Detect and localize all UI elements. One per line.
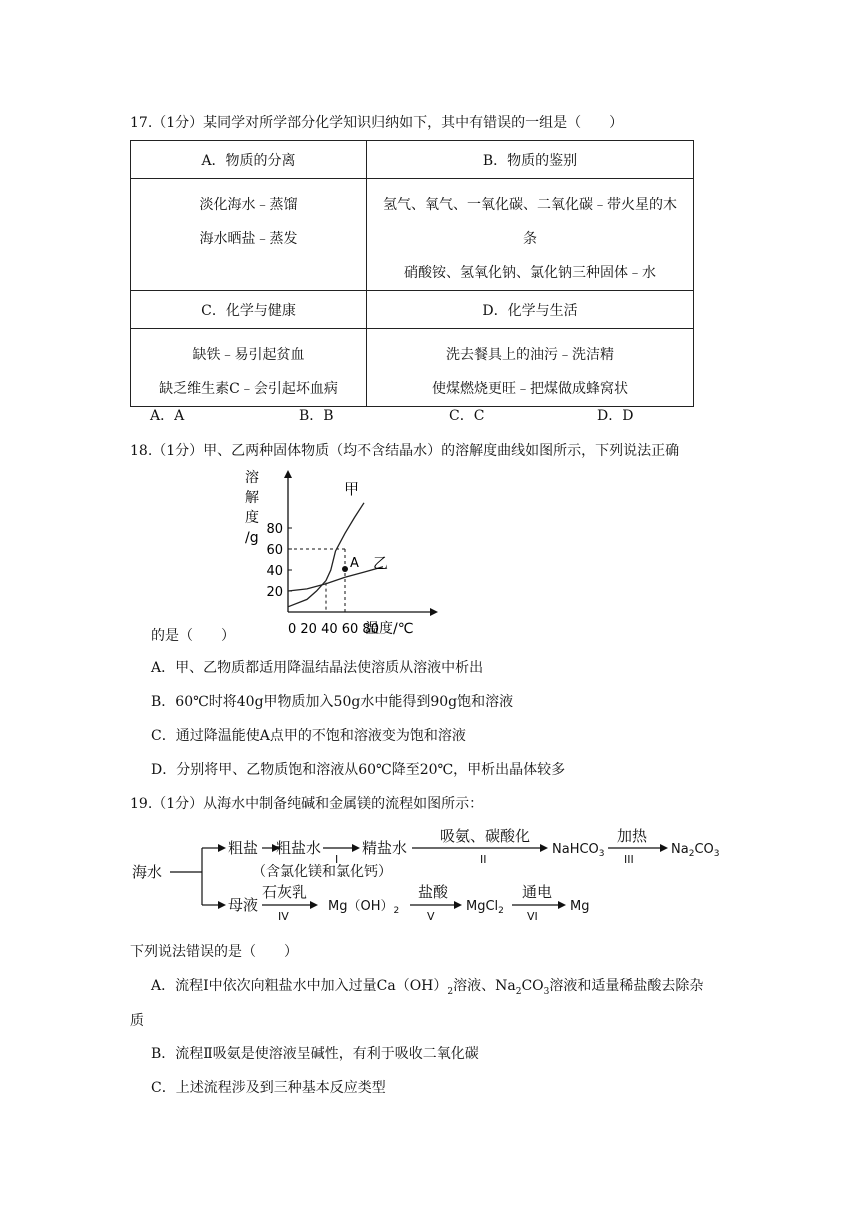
cell-b-body <box>367 179 694 291</box>
q18-option-b[interactable]: B．60℃时将40g甲物质加入50g水中能得到90g饱和溶液 <box>151 694 514 710</box>
q18-option-c[interactable]: C．通过降温能使A点甲的不饱和溶液变为饱和溶液 <box>151 728 466 744</box>
cell-d-line: 洗去餐具上的油污﹣洗洁精 <box>446 347 614 363</box>
step-3-reagent: 加热 <box>617 827 648 845</box>
q18-stem: 18.（1分）甲、乙两种固体物质（均不含结晶水）的溶解度曲线如图所示，下列说法正确 <box>130 443 680 459</box>
cell-b-line: 条 <box>523 231 537 247</box>
y-tick-label: 40 <box>266 564 283 579</box>
q19-option-a-cont: 质 <box>130 1013 144 1029</box>
step-6-label: VI <box>527 910 538 923</box>
y-axis-label-char: 解 <box>245 490 259 506</box>
y-tick-label: 60 <box>266 543 283 558</box>
step-3-label: III <box>624 853 634 866</box>
q19-option-a[interactable] <box>151 975 703 997</box>
cell-d-head: D．化学与生活 <box>367 291 694 329</box>
q17-option-a[interactable]: A．A <box>150 408 185 424</box>
node-mother-liquor: 母液 <box>228 896 259 914</box>
point-a-marker <box>342 566 348 572</box>
impurity-note: （含氯化镁和氯化钙） <box>252 864 392 880</box>
y-axis-label-char: /g <box>245 530 259 546</box>
cell-b-head: B．物质的鉴别 <box>367 141 694 179</box>
q19-option-a-part: CO <box>521 978 544 994</box>
cell-a-body <box>131 179 367 291</box>
y-tick-label: 20 <box>266 585 283 600</box>
node-seawater: 海水 <box>132 863 163 881</box>
cell-c-head: C．化学与健康 <box>131 291 367 329</box>
y-tick-label: 80 <box>266 522 283 537</box>
cell-a-line: 淡化海水﹣蒸馏 <box>199 197 298 213</box>
y-axis-arrow <box>284 470 292 478</box>
subscript: 2 <box>447 986 454 997</box>
step-4-reagent: 石灰乳 <box>262 883 308 901</box>
q18-option-d[interactable]: D．分别将甲、乙物质饱和溶液从60℃降至20℃，甲析出晶体较多 <box>151 762 566 778</box>
step-2-reagent: 吸氨、碳酸化 <box>440 827 531 845</box>
q18-option-a[interactable]: A．甲、乙物质都适用降温结晶法使溶质从溶液中析出 <box>151 660 484 676</box>
y-axis-label-char: 度 <box>245 510 259 526</box>
step-1-label: I <box>335 853 339 866</box>
q19-option-b[interactable]: B．流程Ⅱ吸氨是使溶液呈碱性，有利于吸收二氧化碳 <box>151 1046 479 1062</box>
q18-stem-end: 的是（ ） <box>151 628 235 644</box>
q19-option-a-part: 溶液和适量稀盐酸去除杂 <box>549 978 704 994</box>
q17-table <box>130 140 694 407</box>
q19-option-c[interactable]: C．上述流程涉及到三种基本反应类型 <box>151 1080 386 1096</box>
node-na2co3: $Na_2CO_3$ <box>671 842 720 859</box>
x-axis-label: 温度/℃ <box>365 621 414 637</box>
curves <box>288 503 383 607</box>
subscript: 3 <box>543 986 550 997</box>
q19-stem: 19.（1分）从海水中制备纯碱和金属镁的流程如图所示： <box>130 796 484 812</box>
node-nahco3: NaHCO$_3$ <box>552 842 605 859</box>
subscript: 2 <box>515 986 522 997</box>
step-5-reagent: 盐酸 <box>418 883 449 901</box>
node-mg: Mg <box>570 899 590 914</box>
cell-d-line: 使煤燃烧更旺﹣把煤做成蜂窝状 <box>432 381 628 397</box>
step-2-label: II <box>480 853 487 866</box>
solubility-chart <box>240 466 450 640</box>
step-6-reagent: 通电 <box>522 883 553 901</box>
series-line-yi <box>288 567 383 591</box>
step-5-label: V <box>427 910 435 923</box>
node-fine-brine: 精盐水 <box>362 839 408 857</box>
y-axis-label-char: 溶 <box>245 470 259 486</box>
cell-b-line: 氢气、氧气、一氧化碳、二氧化碳﹣带火星的木 <box>383 197 677 213</box>
x-tick-labels: 0 20 40 60 80 <box>288 622 379 637</box>
q19-stem2: 下列说法错误的是（ ） <box>130 944 298 960</box>
cell-a-head: A．物质的分离 <box>131 141 367 179</box>
cell-c-body <box>131 329 367 407</box>
cell-c-line: 缺铁﹣易引起贫血 <box>192 347 305 363</box>
node-mgcl2: MgCl$_2$ <box>466 899 504 916</box>
q17-option-d[interactable]: D．D <box>597 408 634 424</box>
x-axis-arrow <box>430 608 438 616</box>
q17-stem: 17.（1分）某同学对所学部分化学知识归纳如下，其中有错误的一组是（ ） <box>130 115 624 131</box>
process-flow-diagram <box>130 822 740 932</box>
q19-option-a-part: A．流程Ⅰ中依次向粗盐水中加入过量Ca（OH） <box>151 978 448 994</box>
cell-b-line: 硝酸铵、氢氧化钠、氯化钠三种固体﹣水 <box>404 265 656 281</box>
q19-option-a-part: 溶液、Na <box>453 978 516 994</box>
cell-d-body <box>367 329 694 407</box>
node-crude-salt: 粗盐 <box>228 839 259 857</box>
cell-a-line: 海水晒盐﹣蒸发 <box>199 231 298 247</box>
point-a-label: A <box>350 555 359 571</box>
q17-option-b[interactable]: B．B <box>299 408 334 424</box>
q17-option-c[interactable]: C．C <box>449 408 485 424</box>
step-4-label: IV <box>278 910 289 923</box>
y-axis-label <box>245 469 259 546</box>
series-label-jia: 甲 <box>344 480 360 498</box>
node-crude-brine: 粗盐水 <box>276 839 322 857</box>
cell-c-line: 缺乏维生素C﹣会引起坏血病 <box>159 381 338 397</box>
node-mgoh2: $Mg(OH)_2$ <box>328 899 400 916</box>
series-label-yi: 乙 <box>373 554 389 573</box>
